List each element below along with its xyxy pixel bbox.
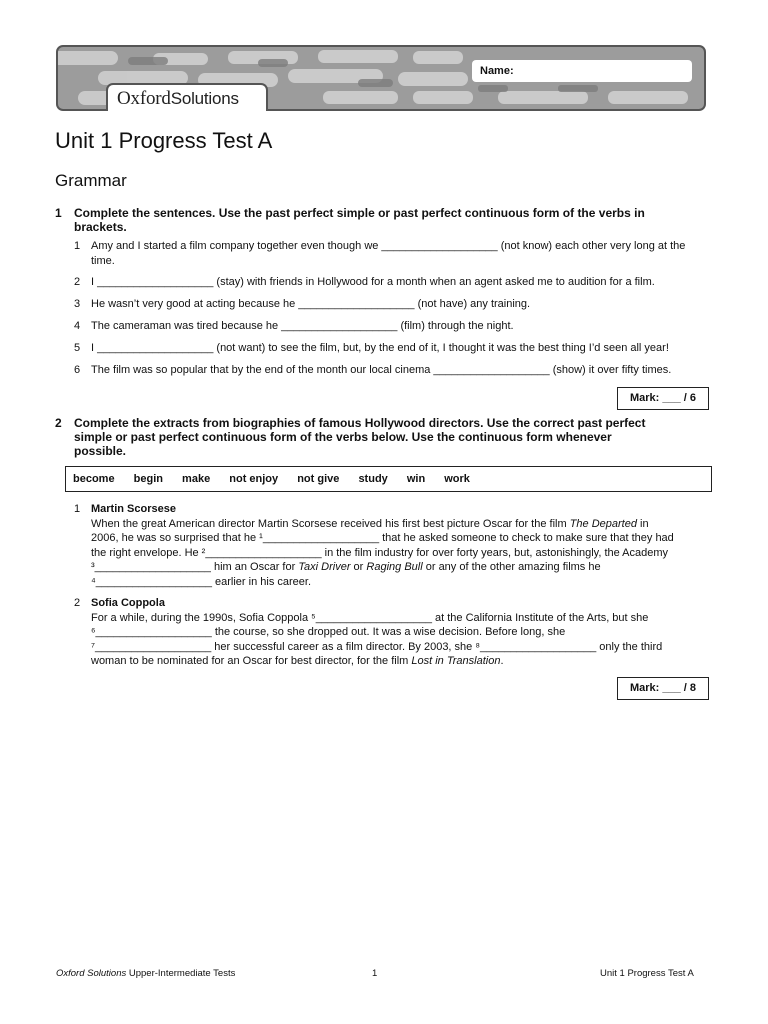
word-bank [65,466,712,492]
ex1-item [74,275,704,290]
bio-line: ⁷___________________ her successful career as a film director. By 2003, she ⁸___________________ only the third [91,640,663,653]
film-title: Taxi Driver [298,561,351,573]
oxford-solutions-logo [106,83,268,111]
word-bank-item: make [182,473,211,485]
logo-oxford: Oxford [117,88,171,109]
bio-line: 2006, he was so surprised that he ¹___________________ that he asked someone to check to make sure that they had [91,532,674,544]
section-heading: Grammar [55,171,127,190]
exercise-1-number: 1 [55,206,62,220]
ex2-instruction-line: possible. [74,444,127,458]
ex2-instruction-line: Complete the extracts from biographies of famous Hollywood directors. Use the correct past perfect [74,416,646,430]
ex1-item [74,239,704,269]
ex1-instruction-line: brackets. [74,220,127,234]
logo-solutions: Solutions [170,89,239,108]
bio-body [91,517,704,590]
page-title: Unit 1 Progress Test A [55,128,273,153]
bio-line: the right envelope. He ²___________________ in the film industry for over forty years, but, astonishingly, the Academy [91,546,669,559]
exercise-2-number: 2 [55,416,62,430]
exercise-1-instruction [74,206,714,234]
name-field[interactable] [472,60,692,82]
film-title: The Departed [569,517,637,530]
ex1-mark-box: Mark: ___ / 6 [617,387,709,410]
bio-line: When the great American director Martin Scorsese received his first best picture Oscar for the film The Departed in [91,517,649,530]
ex1-instruction-line: Complete the sentences. Use the past perfect simple or past perfect continuous form of the verbs in [74,206,645,220]
exercise-2-instruction [74,416,714,458]
bio-line: ⁴___________________ earlier in his career. [91,575,312,588]
film-title: Lost in Translation [411,655,501,667]
word-bank-item: begin [133,473,163,485]
word-bank-item: become [73,473,115,485]
ex1-item [74,341,704,356]
ex1-item [74,363,704,378]
ex1-item-text: The cameraman was tired because he ___________________ (film) through the night. [91,320,514,332]
bio-body [91,611,704,669]
ex1-item-number: 2 [74,276,81,288]
film-title: Raging Bull [366,561,423,573]
ex1-item-text: I ___________________ (not want) to see the film, but, by the end of it, I thought it was the best thing I’d seen all year! [91,342,669,354]
word-bank-item: not enjoy [229,473,279,485]
footer-right: Unit 1 Progress Test A [600,968,694,979]
ex1-item [74,319,704,334]
bio-scorsese [74,502,704,589]
word-bank-item: study [358,473,388,485]
footer-brand: Oxford Solutions [56,968,127,979]
ex1-item-number: 4 [74,320,81,332]
bio-coppola [74,596,704,669]
name-label: Name: [480,65,514,77]
word-bank-item: win [406,473,426,485]
footer-left: Oxford Solutions Upper-Intermediate Tests [56,968,236,979]
bio-heading: Sofia Coppola [91,597,165,609]
ex1-item [74,297,704,312]
ex2-mark-box: Mark: ___ / 8 [617,677,709,700]
bio-heading: Martin Scorsese [91,503,176,515]
word-bank-item: not give [297,473,340,485]
ex1-item-number: 6 [74,364,81,376]
ex2-instruction-line: simple or past perfect continuous form of the verbs below. Use the continuous form whenever [74,430,612,444]
ex1-item-text: Amy and I started a film company together even though we ___________________ (not know) each other very long at the time. [91,240,686,267]
ex1-item-text: He wasn’t very good at acting because he ___________________ (not have) any training. [91,298,531,310]
bio-line: For a while, during the 1990s, Sofia Coppola ⁵___________________ at the California Institute of the Arts, but she [91,611,649,624]
page-number: 1 [372,968,378,979]
word-bank-item: work [444,473,470,485]
bio-line: woman to be nominated for an Oscar for best director, for the film Lost in Translation. [91,655,504,667]
bio-number: 2 [74,597,81,609]
bio-line: ⁶___________________ the course, so she dropped out. It was a wise decision. Before long, she [91,626,566,638]
bio-number: 1 [74,503,81,515]
ex1-item-number: 1 [74,240,81,252]
bio-line: ³___________________ him an Oscar for Taxi Driver or Raging Bull or any of the other amazing films he [91,561,601,573]
ex1-item-text: The film was so popular that by the end of the month our local cinema ___________________ (show) it over fifty times. [91,364,672,376]
ex1-item-number: 5 [74,342,81,354]
ex1-item-number: 3 [74,298,81,310]
ex1-item-text: I ___________________ (stay) with friends in Hollywood for a month when an agent asked me to audition for a film. [91,276,655,288]
